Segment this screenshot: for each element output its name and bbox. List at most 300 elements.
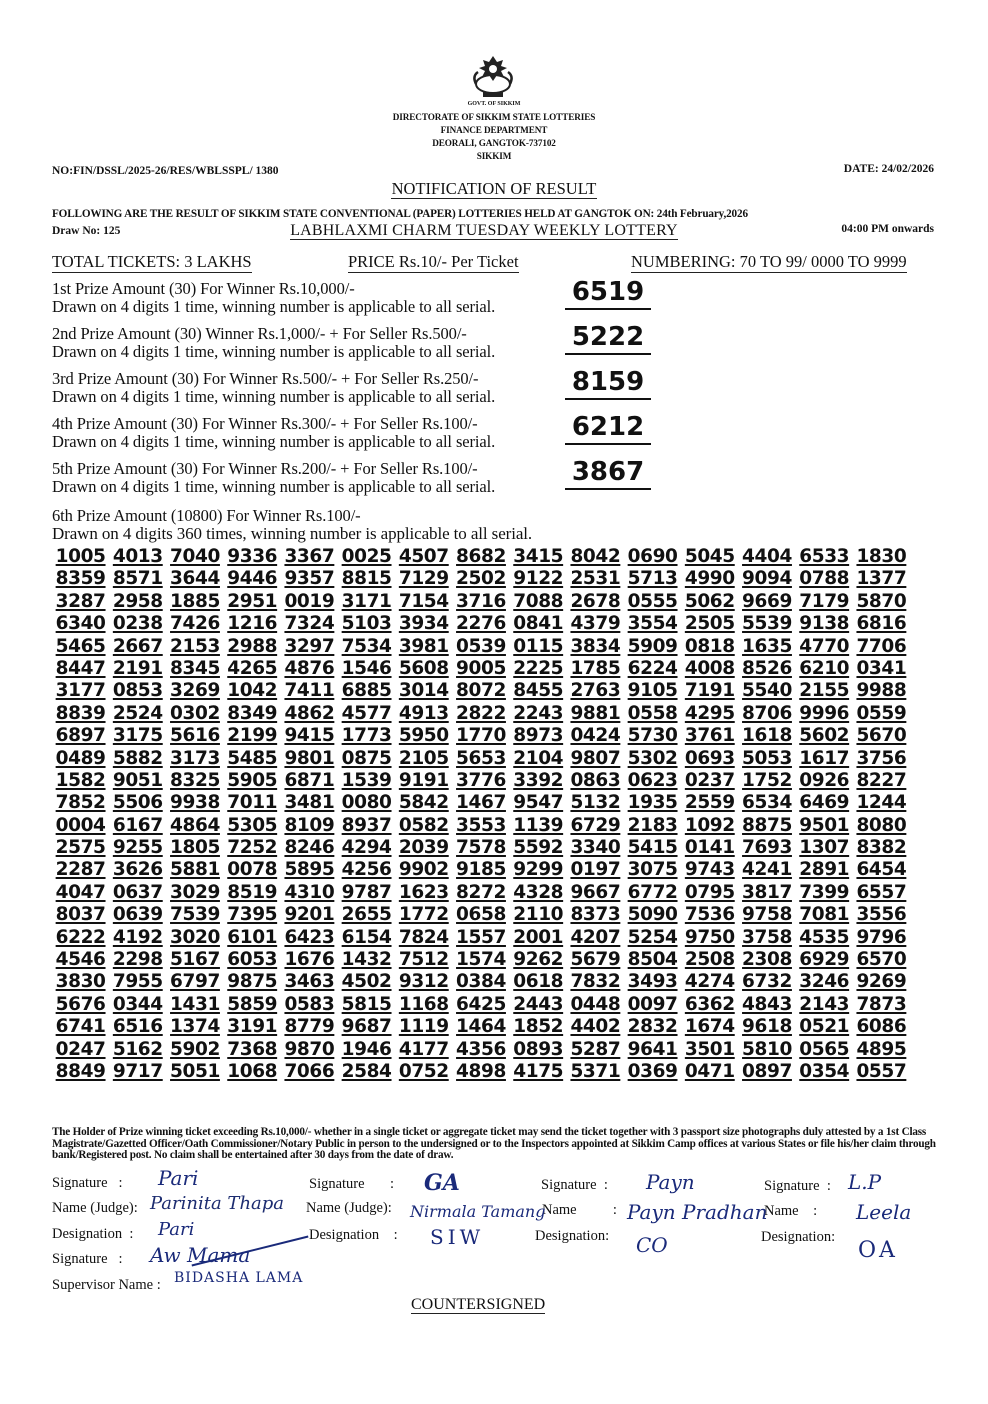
prize-6-number: 2988 — [227, 635, 278, 657]
prize-6-number: 4008 — [684, 657, 735, 679]
prize-6-number: 4175 — [513, 1060, 564, 1082]
prize-6-number: 4770 — [799, 635, 850, 657]
prize-6-number: 0080 — [341, 792, 392, 814]
prize-6-number: 2822 — [456, 702, 506, 724]
prize-6-number: 1885 — [170, 590, 220, 612]
result-date: DATE: 24/02/2026 — [843, 163, 934, 175]
prize-6-number: 4990 — [684, 568, 735, 590]
prize-2-text: 2nd Prize Amount (30) Winner Rs.1,000/- + For Seller Rs.500/- Drawn on 4 digits 1 time, winning number is applicable to all serial. — [52, 324, 496, 361]
prize-1-text: 1st Prize Amount (30) For Winner Rs.10,000/- Drawn on 4 digits 1 time, winning number is applicable to all serial. — [52, 279, 496, 316]
prize-6-number: 9667 — [570, 881, 621, 903]
prize-6-number: 7955 — [112, 971, 163, 993]
prize-6-number: 7824 — [398, 926, 449, 948]
prize-6-number: 1676 — [284, 949, 335, 971]
prize-6-number: 5676 — [55, 993, 106, 1015]
prize-6-number: 7578 — [456, 837, 506, 859]
prize-6-number: 3761 — [684, 725, 735, 747]
designation-label-col2: Designation : — [309, 1227, 398, 1243]
prize-6-number: 5909 — [627, 635, 678, 657]
prize-6-number: 8973 — [513, 725, 564, 747]
ticket-numbering: NUMBERING: 70 TO 99/ 0000 TO 9999 — [631, 252, 907, 271]
prize-6-number: 1582 — [55, 769, 106, 791]
prize-6-number: 4379 — [570, 613, 621, 635]
prize-6-number: 4546 — [55, 949, 106, 971]
prize-6-number: 9881 — [570, 702, 621, 724]
prize-6-number: 1546 — [341, 657, 392, 679]
prize-6-number: 0555 — [627, 590, 678, 612]
prize-6-number: 0197 — [570, 859, 621, 881]
prize-6-number: 3758 — [742, 926, 792, 948]
prize-6-number: 1374 — [170, 1016, 220, 1038]
prize-6-number: 3776 — [456, 769, 506, 791]
prize-6-number: 0247 — [55, 1038, 106, 1060]
handwritten-signature-col3: Payn — [646, 1170, 695, 1194]
prize-6-number: 4535 — [799, 926, 850, 948]
prize-6-number: 5950 — [398, 725, 449, 747]
prize-6-number: 6423 — [284, 926, 335, 948]
prize-6-number: 9299 — [513, 859, 564, 881]
prize-6-number: 1618 — [742, 725, 792, 747]
prize-6-number: 0875 — [341, 747, 392, 769]
prize-6-number: 3415 — [513, 546, 564, 567]
prize-6-number: 6816 — [856, 613, 907, 635]
prize-6-number: 8072 — [456, 680, 506, 702]
prize-3-text: 3rd Prize Amount (30) For Winner Rs.500/- + For Seller Rs.250/- Drawn on 4 digits 1 time, winning number is applicable to all serial. — [52, 369, 496, 406]
prize-6-number: 2951 — [227, 590, 278, 612]
prize-6-number: 2287 — [55, 859, 106, 881]
prize-6-number: 1617 — [799, 747, 850, 769]
prize-6-number: 4295 — [684, 702, 735, 724]
prize-6-number: 5287 — [570, 1038, 621, 1060]
reference-number: NO:FIN/DSSL/2025-26/RES/WBLSSPL/ 1380 — [52, 165, 279, 177]
prize-6-number: 7011 — [227, 792, 278, 814]
prize-6-number: 1092 — [684, 814, 735, 836]
handwritten-signature-col4: L.P — [848, 1170, 882, 1194]
prize-6-number: 8345 — [170, 657, 220, 679]
prize-6-number: 3367 — [284, 546, 335, 567]
prize-6-number: 7693 — [742, 837, 792, 859]
prize-6-number-grid — [52, 547, 910, 1083]
prize-6-number: 9988 — [856, 680, 907, 702]
prize-6-number: 8682 — [456, 546, 506, 567]
prize-6-number: 8042 — [570, 546, 621, 567]
prize-6-number: 0384 — [456, 971, 506, 993]
supervisor-name-label: Supervisor Name : — [52, 1277, 161, 1293]
prize-6-number: 5045 — [684, 546, 735, 567]
prize-6-number: 2199 — [227, 725, 278, 747]
sig-label-col4: Signature : — [764, 1178, 831, 1194]
handwritten-supervisor-name: BIDASHA LAMA — [174, 1270, 304, 1286]
prize-6-number: 5465 — [55, 635, 106, 657]
sig-label-supervisor: Signature : — [52, 1251, 123, 1267]
prize-6-number: 9191 — [398, 769, 449, 791]
prize-6-number: 0818 — [684, 635, 735, 657]
prize-6-number: 3191 — [227, 1016, 278, 1038]
prize-6-number: 0559 — [856, 702, 907, 724]
prize-6-number: 2225 — [513, 657, 564, 679]
prize-5-number: 3867 — [565, 456, 651, 490]
prize-6-number: 5062 — [684, 590, 735, 612]
prize-6-number: 1574 — [456, 949, 506, 971]
prize-6-number: 5679 — [570, 949, 621, 971]
prize-6-number: 2891 — [799, 859, 850, 881]
prize-6-number: 7324 — [284, 613, 335, 635]
prize-6-number: 2531 — [570, 568, 621, 590]
prize-6-number: 8349 — [227, 702, 278, 724]
prize-6-number: 9669 — [742, 590, 792, 612]
prize-6-number: 4192 — [112, 926, 163, 948]
prize-6-number: 0893 — [513, 1038, 564, 1060]
handwritten-name-col4: Leela — [856, 1200, 912, 1224]
prize-6-number: 5616 — [170, 725, 220, 747]
prize-6-number: 2143 — [799, 993, 850, 1015]
prize-6-number: 1139 — [513, 814, 564, 836]
prize-6-number: 0583 — [284, 993, 335, 1015]
prize-6-number: 1674 — [684, 1016, 735, 1038]
prize-6-number: 2584 — [341, 1060, 392, 1082]
prize-6-number: 1830 — [856, 546, 907, 567]
prize-6-number: 7536 — [684, 904, 735, 926]
prize-6-number: 7852 — [55, 792, 106, 814]
prize-6-number: 7154 — [398, 590, 449, 612]
prize-6-number: 0897 — [742, 1060, 792, 1082]
prize-6-number: 1467 — [456, 792, 506, 814]
prize-6-number: 5539 — [742, 613, 792, 635]
prize-6-number: 4895 — [856, 1038, 907, 1060]
handwritten-designation-col3: CO — [636, 1233, 668, 1257]
prize-6-number: 0448 — [570, 993, 621, 1015]
prize-6-number: 9255 — [112, 837, 163, 859]
prize-6-number: 9185 — [456, 859, 506, 881]
prize-6-number: 4402 — [570, 1016, 621, 1038]
prize-6-number: 2276 — [456, 613, 506, 635]
prize-6-number: 6533 — [799, 546, 850, 567]
prize-6-number: 3556 — [856, 904, 907, 926]
prize-6-number: 2153 — [170, 635, 220, 657]
prize-6-number: 1068 — [227, 1060, 278, 1082]
prize-6-number: 7368 — [227, 1038, 278, 1060]
prize-6-number: 5895 — [284, 859, 335, 881]
prize-6-number: 7129 — [398, 568, 449, 590]
prize-5-text: 5th Prize Amount (30) For Winner Rs.200/- + For Seller Rs.100/- Drawn on 4 digits 1 time, winning number is applicable to all serial. — [52, 459, 496, 496]
prize-6-number: 4256 — [341, 859, 392, 881]
prize-6-number: 9269 — [856, 971, 907, 993]
prize-6-number: 2105 — [398, 747, 449, 769]
prize-6-number: 0115 — [513, 635, 564, 657]
prize-6-number: 5053 — [742, 747, 792, 769]
prize-6-number: 1752 — [742, 769, 792, 791]
prize-6-number: 2183 — [627, 814, 678, 836]
draw-number: Draw No: 125 — [52, 225, 121, 237]
prize-6-number: 3029 — [170, 881, 220, 903]
prize-6-number: 2191 — [112, 657, 163, 679]
header-line-state: SIKKIM — [476, 151, 512, 161]
prize-6-number: 5882 — [112, 747, 163, 769]
prize-6-number: 8779 — [284, 1016, 335, 1038]
prize-6-number: 7252 — [227, 837, 278, 859]
prize-6-number: 2655 — [341, 904, 392, 926]
prize-6-number: 8849 — [55, 1060, 106, 1082]
prize-6-number: 0618 — [513, 971, 564, 993]
prize-6-number: 6340 — [55, 613, 106, 635]
prize-6-number: 0004 — [55, 814, 106, 836]
handwritten-name-judge1: Parinita Thapa — [150, 1193, 285, 1214]
prize-6-number: 2667 — [112, 635, 163, 657]
prize-6-number: 8526 — [742, 657, 792, 679]
prize-6-number: 8447 — [55, 657, 106, 679]
prize-6-number: 6469 — [799, 792, 850, 814]
prize-6-number: 1785 — [570, 657, 621, 679]
prize-6-number: 6086 — [856, 1016, 907, 1038]
prize-6-number: 2308 — [742, 949, 792, 971]
draw-time: 04:00 PM onwards — [841, 223, 934, 235]
prize-6-number: 2104 — [513, 747, 564, 769]
prize-6-number: 1119 — [398, 1016, 449, 1038]
prize-6-number: 1770 — [456, 725, 506, 747]
prize-6-number: 9262 — [513, 949, 564, 971]
prize-6-number: 1005 — [55, 546, 106, 567]
prize-6-number: 0302 — [170, 702, 220, 724]
prize-6-number: 0097 — [627, 993, 678, 1015]
prize-6-number: 1168 — [398, 993, 449, 1015]
prize-6-number: 7426 — [170, 613, 220, 635]
prize-6-number: 6885 — [341, 680, 392, 702]
prize-6-number: 6101 — [227, 926, 278, 948]
prize-6-number: 5371 — [570, 1060, 621, 1082]
prize-6-number: 9902 — [398, 859, 449, 881]
prize-6-number: 9005 — [456, 657, 506, 679]
prize-6-number: 6897 — [55, 725, 106, 747]
prize-6-number: 5842 — [398, 792, 449, 814]
prize-6-number: 1432 — [341, 949, 392, 971]
prize-6-number: 9687 — [341, 1016, 392, 1038]
prize-6-number: 9717 — [112, 1060, 163, 1082]
prize-6-number: 3287 — [55, 590, 106, 612]
prize-6-number: 5051 — [170, 1060, 220, 1082]
prize-6-number: 4577 — [341, 702, 392, 724]
prize-6-number: 5602 — [799, 725, 850, 747]
prize-6-number: 1772 — [398, 904, 449, 926]
prize-6-number: 2298 — [112, 949, 163, 971]
prize-6-number: 5815 — [341, 993, 392, 1015]
designation-label-col3: Designation: — [535, 1228, 610, 1244]
prize-2-number: 5222 — [565, 321, 651, 355]
prize-6-number: 4241 — [742, 859, 792, 881]
header-line-department: FINANCE DEPARTMENT — [440, 125, 548, 135]
prize-6-number: 3171 — [341, 590, 392, 612]
prize-6-number: 0369 — [627, 1060, 678, 1082]
prize-6-number: 0238 — [112, 613, 163, 635]
prize-6-number: 9105 — [627, 680, 678, 702]
prize-6-number: 3756 — [856, 747, 907, 769]
prize-6-number: 0558 — [627, 702, 678, 724]
prize-6-number: 8382 — [856, 837, 907, 859]
prize-6-number: 6154 — [341, 926, 392, 948]
prize-6-number: 4177 — [398, 1038, 449, 1060]
prize-6-number: 0078 — [227, 859, 278, 881]
prize-6-number: 9875 — [227, 971, 278, 993]
prize-6-number: 2001 — [513, 926, 564, 948]
prize-6-number: 0521 — [799, 1016, 850, 1038]
prize-6-number: 2958 — [112, 590, 163, 612]
sig-label-col1: Signature : — [52, 1175, 123, 1191]
handwritten-signature-judge2: GA — [424, 1170, 460, 1196]
prize-6-number: 5162 — [112, 1038, 163, 1060]
prize-6-number: 9743 — [684, 859, 735, 881]
prize-6-number: 8571 — [112, 568, 163, 590]
prize-6-number: 3014 — [398, 680, 449, 702]
prize-6-number: 1773 — [341, 725, 392, 747]
intro-text: FOLLOWING ARE THE RESULT OF SIKKIM STATE CONVENTIONAL (PAPER) LOTTERIES HELD AT GANGTOK ON: 24th February,2026 — [52, 208, 748, 220]
prize-6-number: 5485 — [227, 747, 278, 769]
prize-6-number: 8359 — [55, 568, 106, 590]
prize-6-number: 5592 — [513, 837, 564, 859]
countersigned-label: COUNTERSIGNED — [411, 1296, 546, 1313]
prize-6-number: 3493 — [627, 971, 678, 993]
prize-6-number: 9201 — [284, 904, 335, 926]
prize-6-number: 8227 — [856, 769, 907, 791]
prize-6-number: 1852 — [513, 1016, 564, 1038]
prize-4-text: 4th Prize Amount (30) For Winner Rs.300/- + For Seller Rs.100/- Drawn on 4 digits 1 time, winning number is applicable to all serial. — [52, 414, 496, 451]
prize-6-number: 5905 — [227, 769, 278, 791]
prize-6-number: 2110 — [513, 904, 564, 926]
prize-6-number: 7539 — [170, 904, 220, 926]
prize-6-number: 8272 — [456, 881, 506, 903]
prize-6-number: 1042 — [227, 680, 278, 702]
prize-6-number: 8109 — [284, 814, 335, 836]
prize-6-number: 6534 — [742, 792, 792, 814]
prize-6-number: 0344 — [112, 993, 163, 1015]
prize-6-number: 6516 — [112, 1016, 163, 1038]
prize-6-number: 0693 — [684, 747, 735, 769]
claim-footnote: The Holder of Prize winning ticket exceeding Rs.10,000/- whether in a single ticket or aggregate ticket may send the ticket together with 3 passport size photographs duly attested by a 1st Class Magistrate/Gazetted Officer/Oath Commissioner/Notary Public in person to the undersigned or to the Inspectors appointed at Sikkim Camp offices at various States or file his/her claim through bank/Registered post. No claim shall be entertained after 30 days from the date of draw. — [52, 1126, 936, 1161]
handwritten-signature-supervisor: Aw Mama — [150, 1243, 251, 1267]
sig-label-col2: Signature : — [309, 1176, 394, 1192]
prize-6-number: 6053 — [227, 949, 278, 971]
prize-6-number: 7066 — [284, 1060, 335, 1082]
handwritten-name-judge2: Nirmala Tamang — [410, 1202, 546, 1221]
prize-6-number: 0141 — [684, 837, 735, 859]
prize-6-number: 0341 — [856, 657, 907, 679]
prize-6-number: 3075 — [627, 859, 678, 881]
lottery-name: LABHLAXMI CHARM TUESDAY WEEKLY LOTTERY — [290, 222, 678, 239]
prize-6-number: 5859 — [227, 993, 278, 1015]
prize-6-number: 7873 — [856, 993, 907, 1015]
prize-6-number: 8455 — [513, 680, 564, 702]
emblem-caption: GOVT. OF SIKKIM — [467, 101, 521, 107]
name-judge-label-col2: Name (Judge): — [306, 1200, 392, 1216]
prize-6-number: 6772 — [627, 881, 678, 903]
prize-6-number: 5870 — [856, 590, 907, 612]
prize-6-number: 8325 — [170, 769, 220, 791]
prize-6-number: 7179 — [799, 590, 850, 612]
prize-6-number: 4404 — [742, 546, 792, 567]
prize-6-number: 7534 — [341, 635, 392, 657]
prize-6-number: 5302 — [627, 747, 678, 769]
header-line-directorate: DIRECTORATE OF SIKKIM STATE LOTTERIES — [392, 112, 596, 122]
prize-6-number: 4876 — [284, 657, 335, 679]
prize-6-number: 4502 — [341, 971, 392, 993]
prize-6-number: 5103 — [341, 613, 392, 635]
prize-6-number: 3173 — [170, 747, 220, 769]
prize-6-number: 3817 — [742, 881, 792, 903]
prize-6-number: 8815 — [341, 568, 392, 590]
prize-6-number: 6729 — [570, 814, 621, 836]
prize-6-number: 8706 — [742, 702, 792, 724]
prize-6-number: 2559 — [684, 792, 735, 814]
prize-6-number: 0658 — [456, 904, 506, 926]
prize-6-number: 9750 — [684, 926, 735, 948]
prize-6-number: 7088 — [513, 590, 564, 612]
prize-6-number: 4047 — [55, 881, 106, 903]
prize-6-number: 1935 — [627, 792, 678, 814]
prize-6-number: 5670 — [856, 725, 907, 747]
prize-6-number: 3934 — [398, 613, 449, 635]
prize-6-number: 6929 — [799, 949, 850, 971]
prize-3-number: 8159 — [565, 366, 651, 400]
prize-6-number: 8839 — [55, 702, 106, 724]
prize-6-number: 1635 — [742, 635, 792, 657]
prize-6-number: 3553 — [456, 814, 506, 836]
prize-6-number: 5608 — [398, 657, 449, 679]
designation-label-col1: Designation : — [52, 1226, 134, 1242]
header-block — [300, 111, 688, 163]
prize-6-number: 4843 — [742, 993, 792, 1015]
prize-6-number: 0489 — [55, 747, 106, 769]
prize-6-number: 5506 — [112, 792, 163, 814]
prize-6-number: 3830 — [55, 971, 106, 993]
prize-6-number: 5415 — [627, 837, 678, 859]
prize-6-number: 0853 — [112, 680, 163, 702]
prize-6-text: 6th Prize Amount (10800) For Winner Rs.100/- Drawn on 4 digits 360 times, winning number is applicable to all serial. — [52, 506, 533, 543]
prize-6-number: 4013 — [112, 546, 163, 567]
prize-6-number: 3175 — [112, 725, 163, 747]
handwritten-designation-col4: OA — [858, 1238, 898, 1263]
prize-6-number: 4507 — [398, 546, 449, 567]
prize-6-number: 6224 — [627, 657, 678, 679]
prize-6-number: 4207 — [570, 926, 621, 948]
prize-6-number: 6210 — [799, 657, 850, 679]
prize-6-number: 1946 — [341, 1038, 392, 1060]
header-line-address: DEORALI, GANGTOK-737102 — [432, 138, 556, 148]
prize-6-number: 0639 — [112, 904, 163, 926]
prize-6-number: 2502 — [456, 568, 506, 590]
prize-6-number: 5167 — [170, 949, 220, 971]
prize-6-number: 0690 — [627, 546, 678, 567]
prize-6-number: 4864 — [170, 814, 220, 836]
prize-6-number: 5305 — [227, 814, 278, 836]
prize-6-number: 5254 — [627, 926, 678, 948]
prize-6-number: 0795 — [684, 881, 735, 903]
prize-6-number: 4274 — [684, 971, 735, 993]
prize-6-number: 7411 — [284, 680, 335, 702]
prize-6-number: 4265 — [227, 657, 278, 679]
prize-6-number: 5090 — [627, 904, 678, 926]
prize-6-number: 0237 — [684, 769, 735, 791]
prize-6-number: 5881 — [170, 859, 220, 881]
prize-6-number: 9996 — [799, 702, 850, 724]
prize-6-number: 0025 — [341, 546, 392, 567]
prize-6-number: 2039 — [398, 837, 449, 859]
prize-6-number: 8519 — [227, 881, 278, 903]
prize-6-number: 2575 — [55, 837, 106, 859]
prize-6-number: 7399 — [799, 881, 850, 903]
prize-6-number: 0863 — [570, 769, 621, 791]
prize-6-number: 0565 — [799, 1038, 850, 1060]
prize-6-number: 4294 — [341, 837, 392, 859]
prize-6-number: 0788 — [799, 568, 850, 590]
prize-6-number: 8875 — [742, 814, 792, 836]
